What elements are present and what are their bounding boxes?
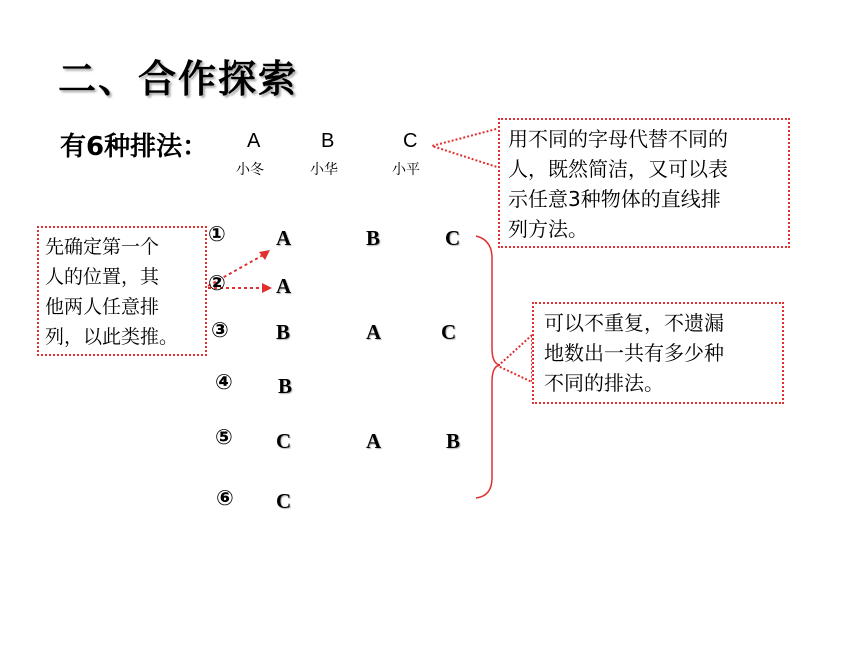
- row-1-position-1: A: [276, 226, 292, 250]
- row-number-4: ④: [215, 370, 233, 394]
- person-letter-c: C: [403, 130, 418, 152]
- page-title: 二、合作探索: [58, 57, 299, 101]
- row-5-position-1: C: [276, 429, 292, 453]
- arrow-head-row2: [262, 283, 272, 293]
- person-letter-b: B: [321, 130, 335, 152]
- row-6-position-1: C: [276, 489, 292, 513]
- row-1-position-2: B: [366, 226, 381, 250]
- row-3-position-2: A: [366, 320, 382, 344]
- callout-top-line-4: 列方法。: [508, 217, 588, 241]
- row-3-position-1: B: [276, 320, 291, 344]
- person-name-a: 小冬: [236, 162, 264, 178]
- callout-fix-first-position: [37, 226, 207, 356]
- callout-top-line-1: 用不同的字母代替不同的: [508, 127, 728, 151]
- callout-left-line-1: 先确定第一个: [45, 236, 160, 258]
- callout-left-line-2: 人的位置，其: [45, 266, 160, 288]
- callout-top-line-2: 人，既然简洁，又可以表: [508, 157, 728, 181]
- callout-pointer-right: [498, 335, 532, 382]
- row-2-position-1: A: [276, 274, 292, 298]
- row-5-position-2: A: [366, 429, 382, 453]
- row-number-3: ③: [211, 318, 229, 342]
- callout-right-line-3: 不同的排法。: [544, 371, 664, 395]
- row-4-position-1: B: [278, 374, 293, 398]
- callout-letter-substitution: [498, 118, 790, 248]
- row-3-position-3: C: [441, 320, 457, 344]
- person-name-c: 小平: [392, 162, 420, 178]
- arrangement-count-label: 有6种排法：: [60, 132, 209, 162]
- callout-right-line-1: 可以不重复，不遗漏: [544, 311, 724, 335]
- row-5-position-3: B: [446, 429, 461, 453]
- callout-right-line-2: 地数出一共有多少种: [544, 341, 724, 365]
- person-letter-a: A: [247, 130, 261, 152]
- callout-no-repeat-no-miss: [532, 302, 784, 404]
- row-number-5: ⑤: [215, 425, 233, 449]
- row-1-position-3: C: [445, 226, 461, 250]
- callout-pointer-top: [432, 128, 500, 168]
- callout-left-line-4: 列，以此类推。: [45, 326, 179, 348]
- callout-left-line-3: 他两人任意排: [45, 296, 160, 318]
- arrow-head-row1: [259, 250, 270, 260]
- row-number-2: ②: [208, 271, 226, 295]
- row-number-6: ⑥: [216, 486, 234, 510]
- person-name-b: 小华: [310, 162, 338, 178]
- callout-top-line-3: 示任意3种物体的直线排: [508, 187, 721, 211]
- row-number-1: ①: [208, 222, 226, 246]
- row-group-brace: [476, 236, 500, 498]
